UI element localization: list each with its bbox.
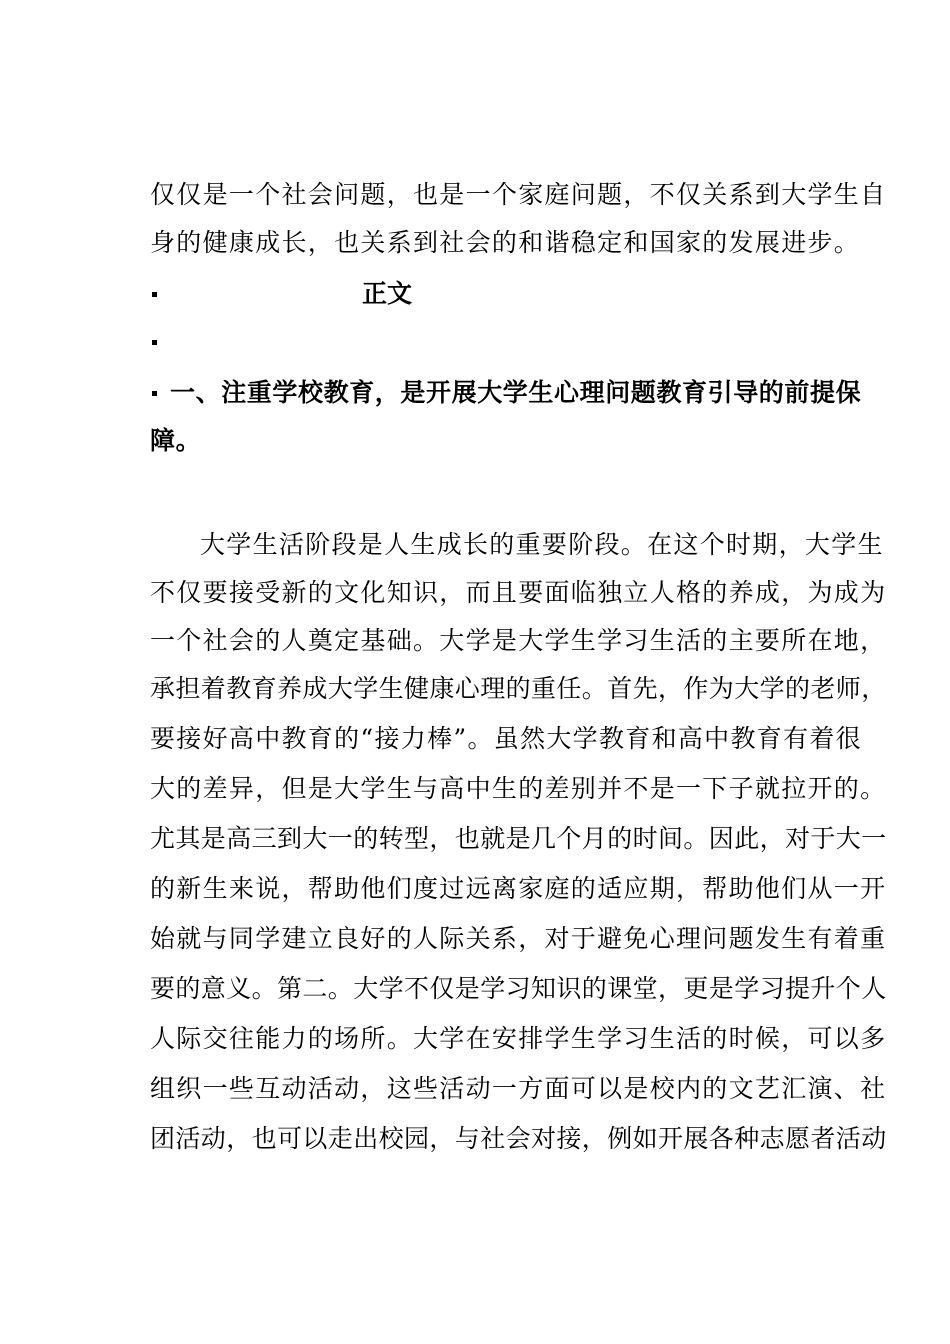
heading-line-1: 一、注重学校教育，是开展大学生心理问题教育引导的前提保 <box>170 378 862 407</box>
heading-line-2: 障。 <box>150 426 202 455</box>
intro-line-2: 身的健康成长，也关系到社会的和谐稳定和国家的发展进步。 <box>150 228 861 257</box>
body-line: 团活动，也可以走出校园，与社会对接，例如开展各种志愿者活动 <box>150 1124 887 1153</box>
body-line: 的新生来说，帮助他们度过远离家庭的适应期，帮助他们从一开 <box>150 874 887 903</box>
bullet-marker-2 <box>152 340 157 345</box>
body-line: 一个社会的人奠定基础。大学是大学生学习生活的主要所在地， <box>150 626 887 655</box>
body-line: 人际交往能力的场所。大学在安排学生学习生活的时候，可以多 <box>150 1024 887 1053</box>
body-line: 要接好高中教育的“接力棒”。虽然大学教育和高中教育有着很 <box>150 724 862 753</box>
body-line: 始就与同学建立良好的人际关系，对于避免心理问题发生有着重 <box>150 924 887 953</box>
bullet-marker-1 <box>152 292 157 297</box>
section-title: 正文 <box>362 279 413 308</box>
bullet-marker-3 <box>152 391 157 396</box>
body-line: 要的意义。第二。大学不仅是学习知识的课堂，更是学习提升个人 <box>150 974 887 1003</box>
intro-line-1: 仅仅是一个社会问题，也是一个家庭问题，不仅关系到大学生自 <box>150 180 887 209</box>
body-line: 大的差异，但是大学生与高中生的差别并不是一下子就拉开的。 <box>150 774 887 803</box>
body-line: 大学生活阶段是人生成长的重要阶段。在这个时期，大学生 <box>200 530 884 559</box>
body-line: 尤其是高三到大一的转型，也就是几个月的时间。因此，对于大一 <box>150 824 887 853</box>
body-line: 不仅要接受新的文化知识，而且要面临独立人格的养成，为成为 <box>150 578 887 607</box>
body-line: 组织一些互动活动，这些活动一方面可以是校内的文艺汇演、社 <box>150 1074 887 1103</box>
body-line: 承担着教育养成大学生健康心理的重任。首先，作为大学的老师， <box>150 674 887 703</box>
